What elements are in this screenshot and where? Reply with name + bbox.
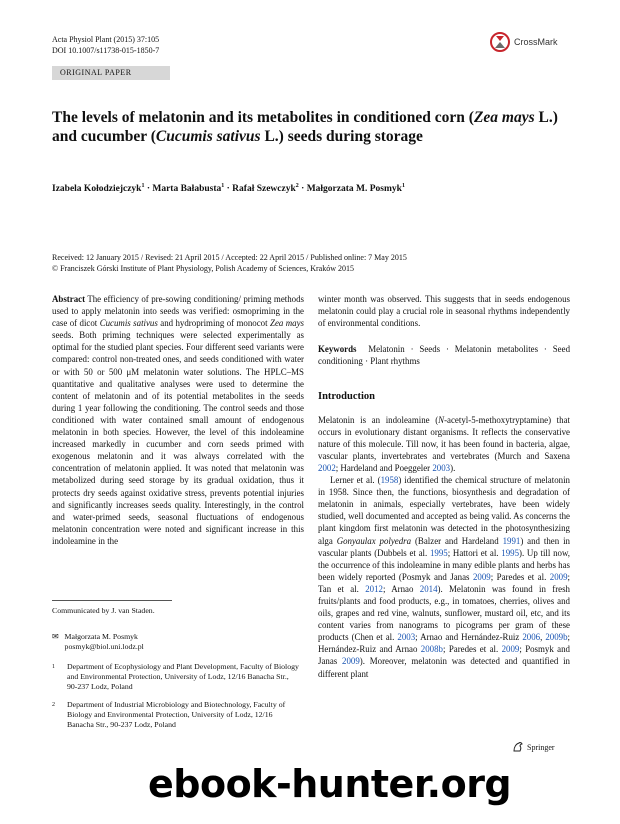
abstract: Abstract The efficiency of pre-sowing conditioning/ priming methods used to apply melatonin into seeds was verified: osmopriming in the case of dicot Cucumis sativus and hydropriming of monocot Zea mays seeds. Both priming techniques were selected experimentally as optimal for the studied plant species. Four different seed variants were compared: control non-treated ones, and seeds conditioned with water or with 50 or 500 μM melatonin water solutions. The HPLC–MS quantitative and qualitative analyses were used to determine the content of melatonin and of its potential metabolites in the seeds during 1 year following the conditioning. The control seeds and those conditioned with water contained small amount of endogenous melatonin in both species. However, the level of this indoleamine increased markedly in cucumber and corn seeds primed with exogenous melatonin and it was always correlated with the concentration of melatonin applied. It was noted that melatonin was metabolized during seed storage by its gradual oxidation, thus it protects dry seeds against oxidative stress, prevents potential injuries and significantly increases seeds quality. Interestingly, in the control and water-primed seeds, seasonal fluctuations of endogenous melatonin concentration were noted and significant increase in this indoleamine in the bbox=[52, 294, 304, 546]
corresponding-author bbox=[52, 632, 144, 652]
citation-link[interactable]: 1995 bbox=[429, 547, 448, 558]
citation-link[interactable]: 2014 bbox=[419, 583, 438, 594]
footnote-divider bbox=[52, 600, 172, 601]
affiliation-2 bbox=[52, 700, 300, 730]
corresponding-name: Małgorzata M. Posmyk bbox=[64, 632, 138, 641]
author-name[interactable]: Izabela Kołodziejczyk bbox=[52, 184, 142, 195]
author-list: Izabela Kołodziejczyk$^1$ · Marta Bałabusta$^1$ · Rafał Szewczyk$^2$ · Małgorzata M. Posmyk$^1$ bbox=[52, 183, 405, 195]
springer-label: Springer bbox=[527, 742, 555, 752]
corresponding-email[interactable]: posmyk@biol.uni.lodz.pl bbox=[64, 642, 144, 651]
right-column bbox=[318, 293, 570, 680]
abstract-heading: Abstract bbox=[52, 294, 86, 304]
journal-line: Acta Physiol Plant (2015) 37:105 bbox=[52, 35, 160, 44]
communicated-by: Communicated by J. van Staden. bbox=[52, 606, 155, 615]
abstract-continued: winter month was observed. This suggests that in seeds endogenous melatonin could play a crucial role in seasonal rhythms independently of environmental conditions. bbox=[318, 294, 570, 329]
crossmark-label: CrossMark bbox=[514, 37, 558, 47]
citation-link[interactable]: 2003 bbox=[432, 462, 451, 473]
affiliation-number: 1 bbox=[52, 664, 55, 670]
affiliation-1 bbox=[52, 662, 300, 692]
citation-link[interactable]: 1958 bbox=[380, 475, 399, 486]
paper-title: The levels of melatonin and its metabolites in conditioned corn (Zea mays L.) and cucumber (Cucumis sativus L.) seeds during storage bbox=[52, 109, 558, 145]
affiliation-text: Department of Ecophysiology and Plant Development, Faculty of Biology and Environmental Protection, University of Lodz, 12/16 Banacha Str., 90-237 Lodz, Poland bbox=[67, 662, 299, 691]
citation-link[interactable]: 2006 bbox=[522, 632, 541, 643]
publication-dates bbox=[52, 253, 407, 274]
citation-link[interactable]: 2009 bbox=[549, 571, 568, 582]
intro-paragraph: Lerner et al. (1958) identified the chemical structure of melatonin in 1958. Since then, the functions, biosynthesis and degradation of melatonin in animals, especially vertebrates, have been widely studied, well documented and accepted as being valid. As concerns the plant kingdom first melatonin was detected in the photosynthesizing alga Gonyaulax polyedra (Balzer and Hardeland 1991) and then in vascular plants (Dubbels et al. 1995; Hattori et al. 1995). Up till now, the occurrence of this indoleamine in many edible plants and herbs has been widely reported (Posmyk and Janas 2009; Paredes et al. 2009; Tan et al. 2012; Arnao 2014). Melatonin was found in fresh fruits/plants and food products, e.g., in tomatoes, cherries, olives and oils, grapes and red vine, walnuts, sunflower, mustard oil, etc, and its content varies from nanograms to picograms per gram of these products (Chen et al. 2003; Arnao and Hernández-Ruiz 2006, 2009b; Hernández-Ruiz and Arnao 2008b; Paredes et al. 2009; Posmyk and Janas 2009). Moreover, melatonin was detected and quantified in different plant bbox=[318, 475, 571, 679]
citation-link[interactable]: 2009b bbox=[545, 632, 568, 643]
author-name[interactable]: Małgorzata M. Posmyk bbox=[306, 184, 402, 195]
crossmark-icon bbox=[490, 32, 510, 52]
citation-link[interactable]: 2008b bbox=[420, 644, 443, 655]
doi-line[interactable]: DOI 10.1007/s11738-015-1850-7 bbox=[52, 46, 160, 55]
citation-link[interactable]: 1995 bbox=[501, 547, 520, 558]
keywords-heading: Keywords bbox=[318, 344, 357, 355]
citation-link[interactable]: 2002 bbox=[318, 462, 336, 473]
author-name[interactable]: Rafał Szewczyk bbox=[232, 184, 296, 195]
affiliation-text: Department of Industrial Microbiology and Biotechnology, Faculty of Biology and Environmental Protection, University of Lodz, 12/16 Banacha Str., 90-237 Lodz, Poland bbox=[67, 700, 286, 729]
citation-link[interactable]: 1991 bbox=[502, 535, 521, 546]
introduction-heading: Introduction bbox=[318, 391, 375, 403]
intro-paragraph: Melatonin is an indoleamine (N-acetyl-5-methoxytryptamine) that occurs in evolutionary distant organisms. It reflects the conservative nature of this molecule. Till now, it has been found in bacteria, algae, vascular plants, invertebrates and vertebrates (Murch and Saxena 2002; Hardeland and Poeggeler 2003). bbox=[318, 414, 570, 473]
keywords-text: Melatonin · Seeds · Melatonin metabolites · Seed conditioning · Plant rhythms bbox=[318, 344, 571, 367]
section-label: ORIGINAL PAPER bbox=[52, 66, 170, 80]
citation-link[interactable]: 2003 bbox=[397, 632, 416, 643]
springer-horse-icon bbox=[512, 741, 524, 753]
history-line: Received: 12 January 2015 / Revised: 21 April 2015 / Accepted: 22 April 2015 / Published online: 7 May 2015 bbox=[52, 253, 407, 262]
springer-logo bbox=[512, 741, 555, 753]
envelope-icon: ✉ bbox=[52, 632, 59, 641]
author-name[interactable]: Marta Bałabusta bbox=[152, 184, 222, 195]
citation-link[interactable]: 2012 bbox=[365, 583, 383, 594]
citation-link[interactable]: 2009 bbox=[472, 571, 491, 582]
keywords bbox=[318, 343, 570, 367]
copyright-line: © Franciszek Górski Institute of Plant Physiology, Polish Academy of Sciences, Kraków 2015 bbox=[52, 263, 354, 273]
citation-link[interactable]: 2009 bbox=[501, 644, 520, 655]
citation-link[interactable]: 2009 bbox=[342, 656, 360, 667]
journal-citation bbox=[52, 34, 159, 56]
watermark: ebook-hunter.org bbox=[148, 762, 512, 806]
left-column bbox=[52, 293, 304, 547]
crossmark-badge[interactable] bbox=[490, 32, 558, 52]
affiliation-number: 2 bbox=[52, 702, 55, 708]
